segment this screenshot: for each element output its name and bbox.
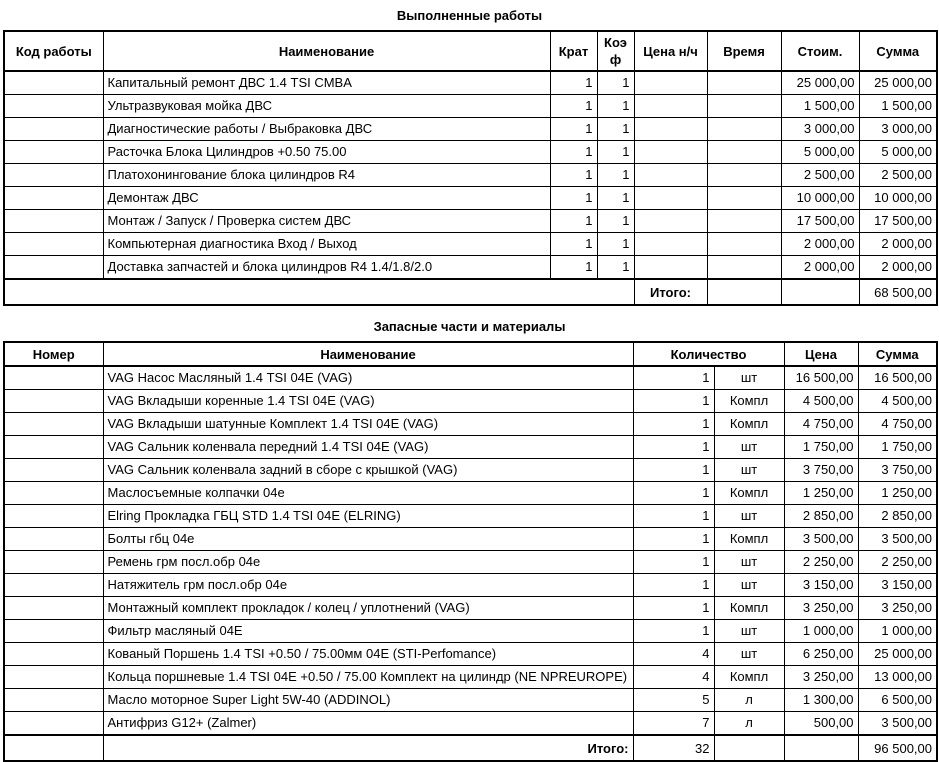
works-total-row xyxy=(4,279,937,305)
work-code-cell xyxy=(4,233,103,256)
part-unit-cell: шт xyxy=(714,643,784,666)
work-code-cell xyxy=(4,95,103,118)
parts-total-unit-cell xyxy=(714,735,784,761)
works-header-sum: Сумма xyxy=(859,31,937,71)
work-cost-cell: 10 000,00 xyxy=(781,187,859,210)
part-number-cell xyxy=(4,366,103,390)
part-price-cell: 4 500,00 xyxy=(784,390,858,413)
works-total-spacer xyxy=(4,279,634,305)
part-qty-cell: 7 xyxy=(633,712,714,736)
part-sum-cell: 2 250,00 xyxy=(858,551,937,574)
part-price-cell: 3 250,00 xyxy=(784,597,858,620)
part-unit-cell: л xyxy=(714,689,784,712)
part-qty-cell: 1 xyxy=(633,413,714,436)
work-price-nh-cell xyxy=(634,164,707,187)
part-name-cell: Болты гбц 04e xyxy=(103,528,633,551)
part-name-cell: Elring Прокладка ГБЦ STD 1.4 TSI 04E (ELRING) xyxy=(103,505,633,528)
table-row xyxy=(4,118,937,141)
part-number-cell xyxy=(4,551,103,574)
work-time-cell xyxy=(707,256,781,280)
work-time-cell xyxy=(707,141,781,164)
table-row xyxy=(4,689,937,712)
table-row xyxy=(4,666,937,689)
work-time-cell xyxy=(707,118,781,141)
work-sum-cell: 5 000,00 xyxy=(859,141,937,164)
parts-total-sum: 96 500,00 xyxy=(858,735,937,761)
part-unit-cell: Компл xyxy=(714,597,784,620)
part-sum-cell: 16 500,00 xyxy=(858,366,937,390)
part-sum-cell: 1 750,00 xyxy=(858,436,937,459)
parts-total-qty: 32 xyxy=(633,735,714,761)
part-qty-cell: 1 xyxy=(633,597,714,620)
parts-total-number-cell xyxy=(4,735,103,761)
part-price-cell: 1 750,00 xyxy=(784,436,858,459)
part-qty-cell: 1 xyxy=(633,551,714,574)
part-price-cell: 3 250,00 xyxy=(784,666,858,689)
part-qty-cell: 1 xyxy=(633,574,714,597)
part-unit-cell: Компл xyxy=(714,528,784,551)
part-name-cell: VAG Сальник коленвала передний 1.4 TSI 04E (VAG) xyxy=(103,436,633,459)
works-header-row xyxy=(4,31,937,71)
work-krat-cell: 1 xyxy=(550,187,597,210)
parts-header-number: Номер xyxy=(4,342,103,366)
work-cost-cell: 2 000,00 xyxy=(781,233,859,256)
part-price-cell: 3 150,00 xyxy=(784,574,858,597)
work-cost-cell: 2 000,00 xyxy=(781,256,859,280)
work-krat-cell: 1 xyxy=(550,71,597,95)
part-price-cell: 1 250,00 xyxy=(784,482,858,505)
part-name-cell: Кованый Поршень 1.4 TSI +0.50 / 75.00мм 04E (STI-Perfomance) xyxy=(103,643,633,666)
table-row xyxy=(4,71,937,95)
part-unit-cell: шт xyxy=(714,436,784,459)
part-number-cell xyxy=(4,482,103,505)
part-sum-cell: 1 000,00 xyxy=(858,620,937,643)
part-number-cell xyxy=(4,689,103,712)
part-sum-cell: 3 150,00 xyxy=(858,574,937,597)
work-koef-cell: 1 xyxy=(597,164,634,187)
works-total-label: Итого: xyxy=(634,279,707,305)
work-name-cell: Платохонингование блока цилиндров R4 xyxy=(103,164,550,187)
table-row xyxy=(4,505,937,528)
work-krat-cell: 1 xyxy=(550,118,597,141)
work-krat-cell: 1 xyxy=(550,141,597,164)
part-number-cell xyxy=(4,459,103,482)
work-cost-cell: 1 500,00 xyxy=(781,95,859,118)
parts-table-body xyxy=(4,366,937,735)
part-unit-cell: шт xyxy=(714,366,784,390)
part-price-cell: 2 250,00 xyxy=(784,551,858,574)
parts-table-header xyxy=(4,342,937,366)
works-total-sum: 68 500,00 xyxy=(859,279,937,305)
part-number-cell xyxy=(4,413,103,436)
works-header-time: Время xyxy=(707,31,781,71)
works-table-title: Выполненные работы xyxy=(396,8,543,23)
work-price-nh-cell xyxy=(634,256,707,280)
works-header-krat: Крат xyxy=(550,31,597,71)
part-name-cell: Маслосъемные колпачки 04e xyxy=(103,482,633,505)
part-price-cell: 3 500,00 xyxy=(784,528,858,551)
table-row xyxy=(4,436,937,459)
part-price-cell: 4 750,00 xyxy=(784,413,858,436)
work-koef-cell: 1 xyxy=(597,210,634,233)
work-sum-cell: 1 500,00 xyxy=(859,95,937,118)
works-header-price-nh: Цена н/ч xyxy=(634,31,707,71)
part-unit-cell: Компл xyxy=(714,413,784,436)
table-row xyxy=(4,712,937,736)
part-number-cell xyxy=(4,643,103,666)
part-name-cell: VAG Сальник коленвала задний в сборе с крышкой (VAG) xyxy=(103,459,633,482)
work-name-cell: Монтаж / Запуск / Проверка систем ДВС xyxy=(103,210,550,233)
part-qty-cell: 1 xyxy=(633,528,714,551)
table-row xyxy=(4,643,937,666)
table-row xyxy=(4,620,937,643)
work-koef-cell: 1 xyxy=(597,71,634,95)
table-row xyxy=(4,459,937,482)
part-sum-cell: 6 500,00 xyxy=(858,689,937,712)
part-name-cell: Натяжитель грм посл.обр 04e xyxy=(103,574,633,597)
table-row xyxy=(4,551,937,574)
work-name-cell: Расточка Блока Цилиндров +0.50 75.00 xyxy=(103,141,550,164)
works-table-footer xyxy=(4,279,937,305)
part-name-cell: Антифриз G12+ (Zalmer) xyxy=(103,712,633,736)
part-number-cell xyxy=(4,666,103,689)
work-name-cell: Демонтаж ДВС xyxy=(103,187,550,210)
table-row xyxy=(4,366,937,390)
parts-header-price: Цена xyxy=(784,342,858,366)
part-price-cell: 3 750,00 xyxy=(784,459,858,482)
part-name-cell: Фильтр масляный 04E xyxy=(103,620,633,643)
work-sum-cell: 17 500,00 xyxy=(859,210,937,233)
part-unit-cell: л xyxy=(714,712,784,736)
part-qty-cell: 1 xyxy=(633,482,714,505)
part-qty-cell: 1 xyxy=(633,620,714,643)
work-price-nh-cell xyxy=(634,95,707,118)
part-number-cell xyxy=(4,574,103,597)
part-name-cell: VAG Вкладыши шатунные Комплект 1.4 TSI 04E (VAG) xyxy=(103,413,633,436)
parts-header-name: Наименование xyxy=(103,342,633,366)
part-price-cell: 1 300,00 xyxy=(784,689,858,712)
parts-total-label: Итого: xyxy=(103,735,633,761)
work-sum-cell: 2 000,00 xyxy=(859,256,937,280)
table-row xyxy=(4,597,937,620)
part-unit-cell: шт xyxy=(714,574,784,597)
work-koef-cell: 1 xyxy=(597,256,634,280)
work-koef-cell: 1 xyxy=(597,95,634,118)
part-sum-cell: 3 250,00 xyxy=(858,597,937,620)
parts-header-row xyxy=(4,342,937,366)
part-name-cell: VAG Насос Масляный 1.4 TSI 04E (VAG) xyxy=(103,366,633,390)
work-koef-cell: 1 xyxy=(597,118,634,141)
work-krat-cell: 1 xyxy=(550,95,597,118)
work-cost-cell: 17 500,00 xyxy=(781,210,859,233)
work-sum-cell: 10 000,00 xyxy=(859,187,937,210)
parts-table-title: Запасные части и материалы xyxy=(373,319,566,334)
part-qty-cell: 4 xyxy=(633,643,714,666)
works-header-koef: Коэф xyxy=(597,31,634,71)
work-code-cell xyxy=(4,71,103,95)
parts-table-footer xyxy=(4,735,937,761)
part-name-cell: Монтажный комплект прокладок / колец / уплотнений (VAG) xyxy=(103,597,633,620)
part-qty-cell: 1 xyxy=(633,459,714,482)
work-cost-cell: 25 000,00 xyxy=(781,71,859,95)
part-sum-cell: 3 500,00 xyxy=(858,528,937,551)
part-sum-cell: 3 750,00 xyxy=(858,459,937,482)
works-table-body xyxy=(4,71,937,279)
work-price-nh-cell xyxy=(634,118,707,141)
part-price-cell: 6 250,00 xyxy=(784,643,858,666)
part-unit-cell: Компл xyxy=(714,482,784,505)
work-name-cell: Компьютерная диагностика Вход / Выход xyxy=(103,233,550,256)
part-price-cell: 16 500,00 xyxy=(784,366,858,390)
part-sum-cell: 1 250,00 xyxy=(858,482,937,505)
work-cost-cell: 3 000,00 xyxy=(781,118,859,141)
part-unit-cell: Компл xyxy=(714,390,784,413)
work-time-cell xyxy=(707,210,781,233)
table-row xyxy=(4,187,937,210)
work-time-cell xyxy=(707,164,781,187)
work-code-cell xyxy=(4,141,103,164)
work-time-cell xyxy=(707,233,781,256)
works-header-cost: Стоим. xyxy=(781,31,859,71)
work-cost-cell: 5 000,00 xyxy=(781,141,859,164)
work-code-cell xyxy=(4,164,103,187)
part-number-cell xyxy=(4,620,103,643)
part-sum-cell: 3 500,00 xyxy=(858,712,937,736)
part-sum-cell: 2 850,00 xyxy=(858,505,937,528)
work-price-nh-cell xyxy=(634,233,707,256)
table-row xyxy=(4,528,937,551)
works-header-name: Наименование xyxy=(103,31,550,71)
work-price-nh-cell xyxy=(634,141,707,164)
work-code-cell xyxy=(4,118,103,141)
parts-header-sum: Сумма xyxy=(858,342,937,366)
work-price-nh-cell xyxy=(634,71,707,95)
work-koef-cell: 1 xyxy=(597,233,634,256)
part-name-cell: VAG Вкладыши коренные 1.4 TSI 04E (VAG) xyxy=(103,390,633,413)
part-unit-cell: шт xyxy=(714,620,784,643)
work-koef-cell: 1 xyxy=(597,187,634,210)
work-krat-cell: 1 xyxy=(550,210,597,233)
work-krat-cell: 1 xyxy=(550,256,597,280)
table-row xyxy=(4,482,937,505)
work-sum-cell: 2 500,00 xyxy=(859,164,937,187)
table-row xyxy=(4,413,937,436)
part-qty-cell: 1 xyxy=(633,390,714,413)
part-number-cell xyxy=(4,712,103,736)
table-row xyxy=(4,233,937,256)
part-qty-cell: 4 xyxy=(633,666,714,689)
work-price-nh-cell xyxy=(634,187,707,210)
work-price-nh-cell xyxy=(634,210,707,233)
part-name-cell: Ремень грм посл.обр 04e xyxy=(103,551,633,574)
table-row xyxy=(4,256,937,280)
part-price-cell: 2 850,00 xyxy=(784,505,858,528)
parts-table xyxy=(3,341,938,762)
work-sum-cell: 25 000,00 xyxy=(859,71,937,95)
part-sum-cell: 25 000,00 xyxy=(858,643,937,666)
part-unit-cell: шт xyxy=(714,505,784,528)
part-unit-cell: шт xyxy=(714,459,784,482)
work-name-cell: Ультразвуковая мойка ДВС xyxy=(103,95,550,118)
work-code-cell xyxy=(4,187,103,210)
work-code-cell xyxy=(4,256,103,280)
part-qty-cell: 1 xyxy=(633,366,714,390)
table-row xyxy=(4,210,937,233)
works-table-header xyxy=(4,31,937,71)
works-total-time-cell xyxy=(707,279,781,305)
works-total-cost-cell xyxy=(781,279,859,305)
part-sum-cell: 4 750,00 xyxy=(858,413,937,436)
work-name-cell: Диагностические работы / Выбраковка ДВС xyxy=(103,118,550,141)
work-time-cell xyxy=(707,71,781,95)
part-qty-cell: 5 xyxy=(633,689,714,712)
works-header-code: Код работы xyxy=(4,31,103,71)
part-unit-cell: Компл xyxy=(714,666,784,689)
work-sum-cell: 2 000,00 xyxy=(859,233,937,256)
part-name-cell: Кольца поршневые 1.4 TSI 04E +0.50 / 75.00 Комплект на цилиндр (NE NPREUROPE) xyxy=(103,666,633,689)
part-name-cell: Масло моторное Super Light 5W-40 (ADDINOL) xyxy=(103,689,633,712)
work-code-cell xyxy=(4,210,103,233)
parts-total-price-cell xyxy=(784,735,858,761)
parts-header-qty: Количество xyxy=(633,342,784,366)
table-row xyxy=(4,164,937,187)
part-qty-cell: 1 xyxy=(633,436,714,459)
work-name-cell: Капитальный ремонт ДВС 1.4 TSI CMBA xyxy=(103,71,550,95)
work-name-cell: Доставка запчастей и блока цилиндров R4 1.4/1.8/2.0 xyxy=(103,256,550,280)
part-price-cell: 500,00 xyxy=(784,712,858,736)
part-number-cell xyxy=(4,390,103,413)
work-time-cell xyxy=(707,95,781,118)
table-row xyxy=(4,95,937,118)
part-price-cell: 1 000,00 xyxy=(784,620,858,643)
part-number-cell xyxy=(4,597,103,620)
part-number-cell xyxy=(4,505,103,528)
part-number-cell xyxy=(4,528,103,551)
works-table xyxy=(3,30,938,306)
table-row xyxy=(4,574,937,597)
part-number-cell xyxy=(4,436,103,459)
work-koef-cell: 1 xyxy=(597,141,634,164)
part-sum-cell: 13 000,00 xyxy=(858,666,937,689)
parts-total-row xyxy=(4,735,937,761)
table-row xyxy=(4,390,937,413)
part-unit-cell: шт xyxy=(714,551,784,574)
work-krat-cell: 1 xyxy=(550,233,597,256)
work-krat-cell: 1 xyxy=(550,164,597,187)
part-qty-cell: 1 xyxy=(633,505,714,528)
table-row xyxy=(4,141,937,164)
work-sum-cell: 3 000,00 xyxy=(859,118,937,141)
work-cost-cell: 2 500,00 xyxy=(781,164,859,187)
part-sum-cell: 4 500,00 xyxy=(858,390,937,413)
work-time-cell xyxy=(707,187,781,210)
